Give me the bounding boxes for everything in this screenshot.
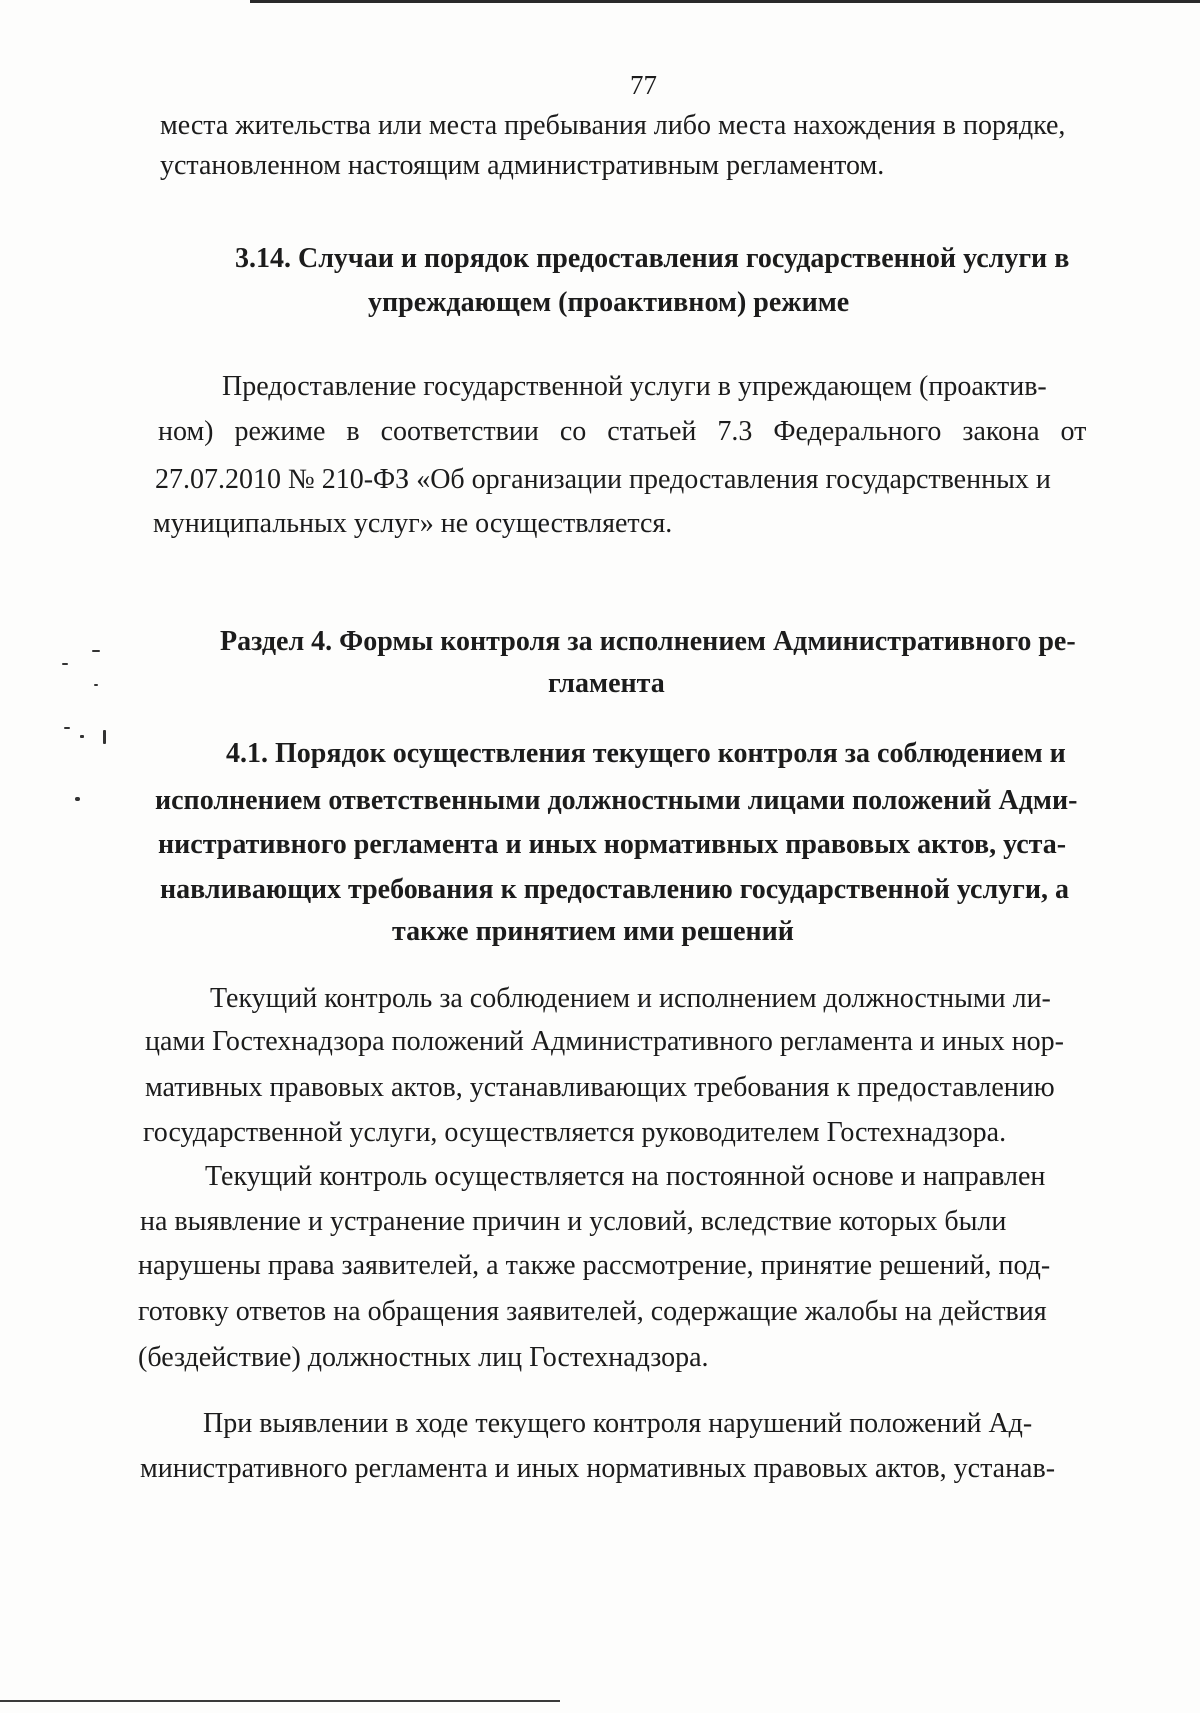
section-4-1-p2-line-3: нарушены права заявителей, а также рассмотрение, принятие решений, под-: [138, 1250, 1051, 1281]
section-4-1-p1-line-4: государственной услуги, осуществляется руководителем Гостехнадзора.: [143, 1117, 1007, 1148]
section-4-1-p2-line-1: Текущий контроль осуществляется на постоянной основе и направлен: [205, 1161, 1046, 1192]
page-number: 77: [630, 70, 657, 100]
scan-speck: [75, 797, 80, 801]
scan-speck: [103, 730, 106, 744]
section-4-heading-line-1: Раздел 4. Формы контроля за исполнением Административного ре-: [220, 626, 1076, 657]
section-3-14-paragraph-line-2: ном) режиме в соответствии со статьей 7.3 Федерального закона от: [158, 416, 1087, 447]
scan-speck: [64, 727, 70, 729]
bottom-edge-rule: [0, 1700, 560, 1702]
section-4-1-heading-line-1: 4.1. Порядок осуществления текущего контроля за соблюдением и: [226, 738, 1066, 769]
scan-speck: [62, 663, 68, 665]
section-3-14-paragraph-line-3: 27.07.2010 № 210-ФЗ «Об организации предоставления государственных и: [155, 464, 1051, 495]
section-4-1-p2-line-4: готовку ответов на обращения заявителей, содержащие жалобы на действия: [138, 1296, 1047, 1327]
section-3-14-paragraph-line-4: муниципальных услуг» не осуществляется.: [153, 508, 673, 539]
section-4-1-heading-line-3: нистративного регламента и иных нормативных правовых актов, уста-: [158, 829, 1067, 860]
section-4-1-p3-line-2: министративного регламента и иных нормативных правовых актов, устанав-: [140, 1453, 1056, 1484]
section-3-14-heading-line-2: упреждающем (проактивном) режиме: [368, 287, 850, 318]
section-4-1-heading-line-4: навливающих требования к предоставлению государственной услуги, а: [160, 874, 1070, 905]
scan-speck: [94, 684, 98, 686]
section-4-1-p1-line-1: Текущий контроль за соблюдением и исполнением должностными ли-: [210, 983, 1051, 1014]
section-4-1-p2-line-2: на выявление и устранение причин и условий, вследствие которых были: [140, 1206, 1007, 1237]
section-3-14-paragraph-line-1: Предоставление государственной услуги в упреждающем (проактив-: [222, 371, 1047, 402]
section-4-1-p2-line-5: (бездействие) должностных лиц Гостехнадзора.: [138, 1342, 709, 1373]
scan-speck: [92, 650, 100, 652]
section-3-14-heading-line-1: 3.14. Случаи и порядок предоставления государственной услуги в: [235, 243, 1070, 274]
scan-speck: [80, 735, 84, 738]
section-4-1-heading-line-5: также принятием ими решений: [392, 916, 794, 947]
section-4-heading-line-2: гламента: [548, 668, 665, 699]
section-4-1-p1-line-2: цами Гостехнадзора положений Административного регламента и иных нор-: [145, 1026, 1064, 1057]
section-4-1-p1-line-3: мативных правовых актов, устанавливающих требования к предоставлению: [145, 1072, 1055, 1103]
top-edge-rule: [250, 0, 1200, 3]
section-4-1-p3-line-1: При выявлении в ходе текущего контроля нарушений положений Ад-: [203, 1408, 1033, 1439]
section-4-1-heading-line-2: исполнением ответственными должностными лицами положений Адми-: [155, 785, 1078, 816]
intro-line-2: установленном настоящим административным регламентом.: [160, 150, 885, 181]
intro-line-1: места жительства или места пребывания либо места нахождения в порядке,: [160, 110, 1066, 141]
